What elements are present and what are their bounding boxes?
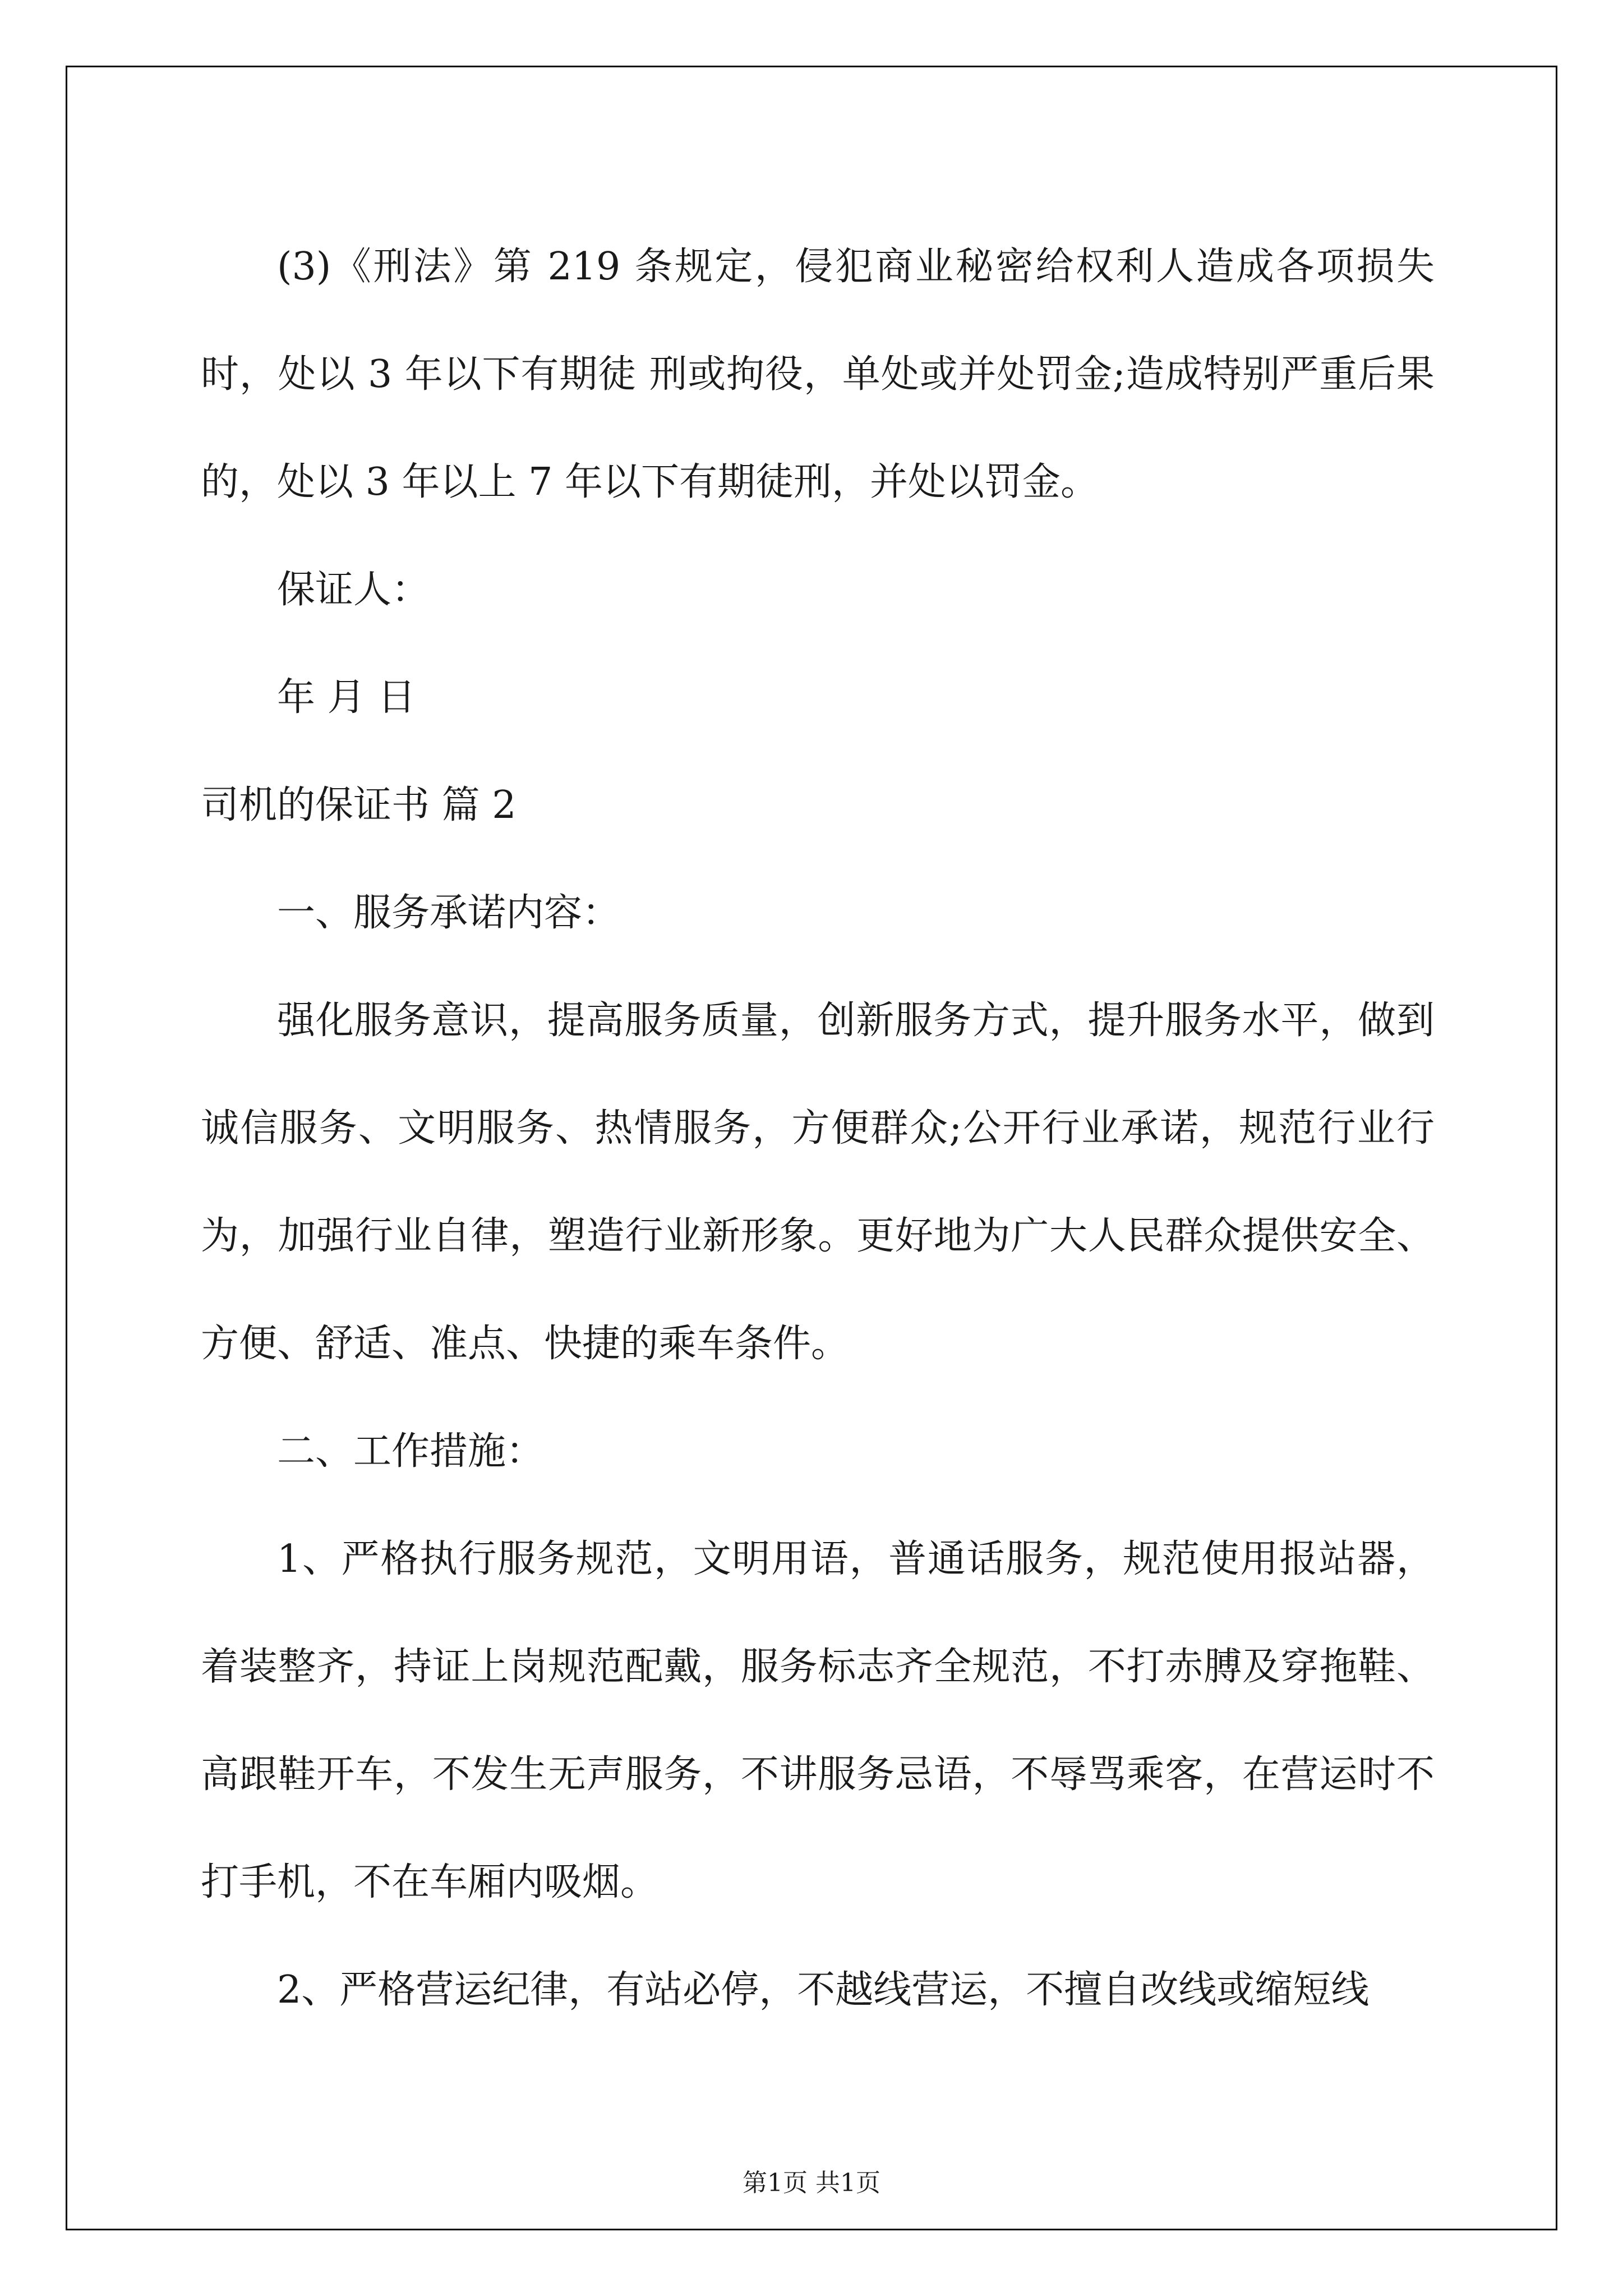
paragraph-service-commitment-heading: 一、服务承诺内容： [277,891,621,935]
paragraph-measure-1: 1、严格执行服务规范，文明用语，普通话服务，规范使用报站器，着装整齐，持证上岗规范配戴，服务标志齐全规范，不打赤膊及穿拖鞋、高跟鞋开车，不发生无声服务，不讲服务忌语，不辱骂乘客，在营运时不打手机，不在车厢内吸烟。 [201,1537,1435,1904]
page-footer: 第1页 共1页 [743,2169,880,2197]
paragraph-date: 年 月 日 [277,675,416,720]
paragraph-measure-2: 2、严格营运纪律，有站必停，不越线营运，不擅自改线或缩短线 [277,1968,1370,2012]
document-body [201,213,1435,2044]
paragraph-service-commitment: 强化服务意识，提高服务质量，创新服务方式，提升服务水平，做到诚信服务、文明服务、热情服务，方便群众;公开行业承诺，规范行业行为，加强行业自律，塑造行业新形象。更好地为广大人民群众提供安全、方便、舒适、准点、快捷的乘车条件。 [201,999,1435,1366]
section-heading: 司机的保证书 篇 2 [201,783,517,827]
paragraph-guarantor: 保证人： [277,568,430,612]
paragraph-criminal-law: (3)《刑法》第 219 条规定，侵犯商业秘密给权利人造成各项损失时，处以 3 年以下有期徒 刑或拘役，单处或并处罚金;造成特别严重后果的，处以 3 年以上 7 年以下有期徒刑，并处以罚金。 [201,245,1435,504]
paragraph-work-measures-heading: 二、工作措施： [277,1429,545,1474]
